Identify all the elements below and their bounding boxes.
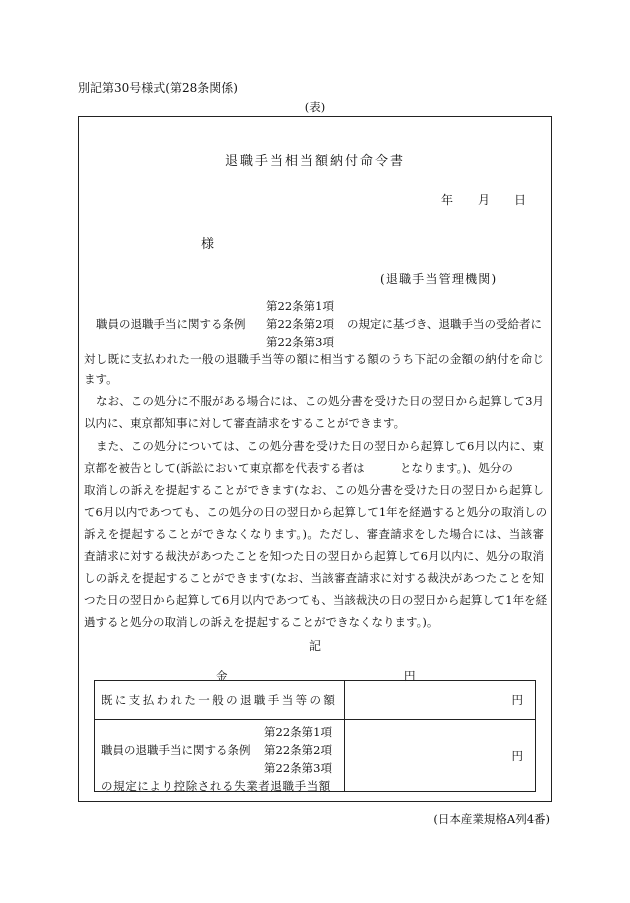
body-line: また、この処分については、この処分書を受けた日の翌日から起算して6月以内に、東 xyxy=(96,439,544,453)
date-year: 年 xyxy=(441,193,454,207)
body-line: 訴えを提起することができなくなります。)。ただし、審査請求をした場合には、当該審 xyxy=(84,527,544,541)
side-label: (表) xyxy=(304,100,326,114)
article-option-2: 第22条第2項 xyxy=(266,317,334,331)
date-month: 月 xyxy=(478,193,491,207)
body-line: 過すると処分の取消しの訴えを提起することができなくなります。)。 xyxy=(84,615,439,629)
row-deduction-tail: の規定により控除される失業者退職手当額 xyxy=(101,779,331,793)
general-allowance-label: 既に支払われた一般の退職手当等の額 xyxy=(95,681,345,720)
amount-label: 金 xyxy=(216,669,228,683)
amount-yen-label: 円 xyxy=(404,669,416,683)
deduction-yen: 円 xyxy=(345,720,536,792)
table-row xyxy=(95,720,536,792)
notice-heading: 記 xyxy=(308,639,321,653)
intro-tail: の規定に基づき、退職手当の受給者に xyxy=(347,317,543,331)
body-line: しの訴えを提起することができます(なお、当該審査請求に対する裁決があつたことを知 xyxy=(84,571,544,585)
table-row xyxy=(95,681,536,720)
ordinance-name: 職員の退職手当に関する条例 xyxy=(96,317,246,331)
article-option-1: 第22条第1項 xyxy=(266,299,334,313)
date-day: 日 xyxy=(514,193,527,207)
article-option-3: 第22条第3項 xyxy=(266,335,334,349)
body-line: 京都を被告として(訴訟において東京都を代表する者は xyxy=(84,461,365,475)
general-allowance-yen: 円 xyxy=(345,681,536,720)
body-line: となります。)、処分の xyxy=(400,461,513,475)
body-line: 取消しの訴えを提起することができます(なお、この処分書を受けた日の翌日から起算し xyxy=(84,483,544,497)
row-ordinance-name: 職員の退職手当に関する条例 xyxy=(101,743,251,757)
paper-standard: (日本産業規格A列4番) xyxy=(433,812,550,826)
form-number-label: 別記第30号様式(第28条関係) xyxy=(78,81,238,95)
amounts-table xyxy=(94,680,536,792)
row-article-2: 第22条第2項 xyxy=(264,743,332,757)
body-line: 以内に、東京都知事に対して審査請求をすることができます。 xyxy=(84,416,406,430)
document-title: 退職手当相当額納付命令書 xyxy=(224,154,405,169)
body-line: て6月以内であつても、この処分の日の翌日から起算して1年を経過すると処分の取消しの xyxy=(84,505,548,519)
row-article-1: 第22条第1項 xyxy=(264,725,332,739)
issuing-authority: (退職手当管理機関) xyxy=(380,272,498,286)
body-line: なお、この処分に不服がある場合には、この処分書を受けた日の翌日から起算して3月 xyxy=(96,394,544,408)
addressee-suffix: 様 xyxy=(201,237,215,252)
body-line: 対し既に支払われた一般の退職手当等の額に相当する額のうち下記の金額の納付を命じ xyxy=(84,352,544,366)
body-line: つた日の翌日から起算して6月以内であつても、当該裁決の日の翌日から起算して1年を経 xyxy=(84,593,548,607)
body-line: 査請求に対する裁決があつたことを知つた日の翌日から起算して6月以内に、処分の取消 xyxy=(84,549,544,563)
deduction-label-cell xyxy=(95,720,345,792)
row-article-3: 第22条第3項 xyxy=(264,761,332,775)
body-line: ます。 xyxy=(84,372,118,386)
